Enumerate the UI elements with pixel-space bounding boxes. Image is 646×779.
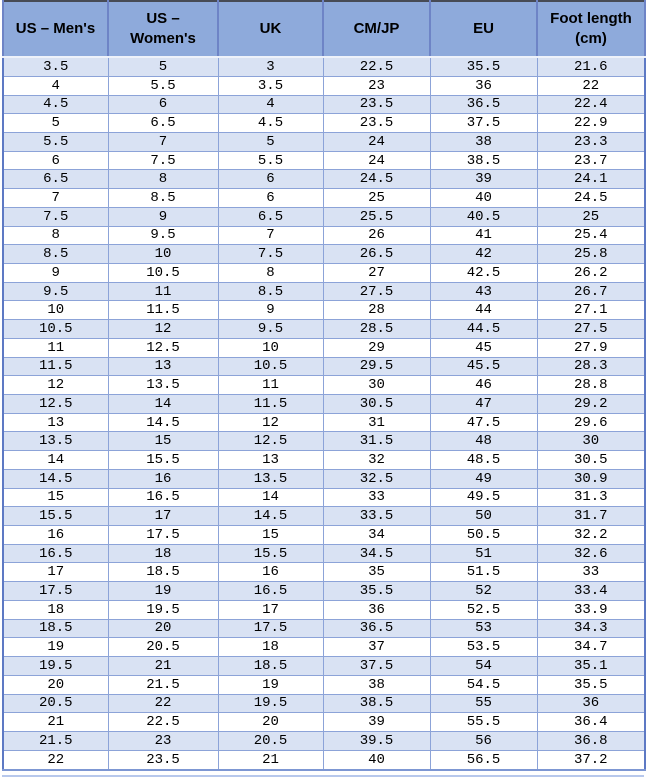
column-header: US – Men's [3,1,108,57]
table-row [3,338,645,357]
table-row [3,507,645,526]
table-row [3,563,645,582]
table-cell: 9 [108,207,218,226]
table-cell: 27.5 [537,320,645,339]
table-cell: 18 [3,600,108,619]
table-cell: 25.4 [537,226,645,245]
table-cell: 8.5 [3,245,108,264]
table-row [3,713,645,732]
table-cell: 37 [323,638,430,657]
table-cell: 48 [430,432,537,451]
table-cell: 12 [218,413,323,432]
table-cell: 16.5 [108,488,218,507]
table-cell: 12.5 [108,338,218,357]
table-cell: 20.5 [3,694,108,713]
table-cell: 55.5 [430,713,537,732]
table-cell: 26.2 [537,263,645,282]
table-cell: 51.5 [430,563,537,582]
table-cell: 10.5 [218,357,323,376]
table-cell: 15 [218,526,323,545]
table-cell: 15.5 [108,451,218,470]
table-cell: 50.5 [430,526,537,545]
table-cell: 30.5 [323,395,430,414]
table-cell: 16 [218,563,323,582]
table-row [3,170,645,189]
table-row [3,207,645,226]
table-cell: 33 [537,563,645,582]
table-cell: 32.2 [537,526,645,545]
table-cell: 16 [3,526,108,545]
column-header: US – Women's [108,1,218,57]
table-row [3,320,645,339]
table-cell: 7 [3,189,108,208]
table-row [3,638,645,657]
table-cell: 27.9 [537,338,645,357]
table-cell: 6.5 [108,114,218,133]
table-cell: 18.5 [3,619,108,638]
table-cell: 39 [430,170,537,189]
table-cell: 32 [323,451,430,470]
table-cell: 7 [218,226,323,245]
table-row [3,544,645,563]
table-row [3,114,645,133]
table-cell: 23.3 [537,132,645,151]
table-row [3,226,645,245]
table-cell: 31 [323,413,430,432]
shoe-size-table [2,0,646,771]
table-cell: 5 [3,114,108,133]
table-cell: 44 [430,301,537,320]
table-cell: 20 [218,713,323,732]
table-cell: 13.5 [218,469,323,488]
table-cell: 22.5 [108,713,218,732]
table-cell: 16.5 [3,544,108,563]
table-cell: 42.5 [430,263,537,282]
table-cell: 5 [218,132,323,151]
table-cell: 36.4 [537,713,645,732]
table-cell: 21 [218,750,323,770]
table-cell: 34 [323,526,430,545]
table-cell: 34.3 [537,619,645,638]
table-cell: 39 [323,713,430,732]
table-cell: 25.5 [323,207,430,226]
table-row [3,376,645,395]
table-cell: 19.5 [108,600,218,619]
table-row [3,582,645,601]
table-row [3,750,645,770]
table-cell: 29 [323,338,430,357]
table-cell: 10.5 [108,263,218,282]
table-cell: 22 [537,76,645,95]
table-row [3,731,645,750]
table-cell: 41 [430,226,537,245]
table-cell: 18 [218,638,323,657]
table-row [3,189,645,208]
table-cell: 16.5 [218,582,323,601]
table-cell: 7.5 [108,151,218,170]
table-cell: 35.1 [537,657,645,676]
column-header: EU [430,1,537,57]
table-cell: 23 [323,76,430,95]
table-cell: 38.5 [430,151,537,170]
table-cell: 20.5 [218,731,323,750]
table-cell: 20 [108,619,218,638]
table-cell: 31.7 [537,507,645,526]
table-cell: 36.5 [430,95,537,114]
table-cell: 30 [537,432,645,451]
table-cell: 14 [218,488,323,507]
table-cell: 42 [430,245,537,264]
table-cell: 8 [3,226,108,245]
table-cell: 36 [430,76,537,95]
next-row-sliver [2,775,644,777]
table-cell: 4.5 [3,95,108,114]
table-row [3,526,645,545]
table-cell: 35 [323,563,430,582]
table-cell: 29.2 [537,395,645,414]
table-cell: 39.5 [323,731,430,750]
table-cell: 22.9 [537,114,645,133]
table-cell: 9 [218,301,323,320]
table-cell: 10 [218,338,323,357]
table-cell: 9.5 [3,282,108,301]
table-cell: 26 [323,226,430,245]
table-row [3,432,645,451]
table-row [3,619,645,638]
table-cell: 21.5 [3,731,108,750]
table-cell: 15.5 [218,544,323,563]
table-cell: 53.5 [430,638,537,657]
table-cell: 32.5 [323,469,430,488]
header-row [3,1,645,57]
table-cell: 23.5 [323,114,430,133]
table-cell: 35.5 [323,582,430,601]
table-cell: 40.5 [430,207,537,226]
table-cell: 17 [3,563,108,582]
table-cell: 56 [430,731,537,750]
table-cell: 23.7 [537,151,645,170]
table-cell: 17 [108,507,218,526]
table-cell: 55 [430,694,537,713]
table-row [3,451,645,470]
table-cell: 51 [430,544,537,563]
table-cell: 36.5 [323,619,430,638]
table-cell: 24.5 [537,189,645,208]
table-cell: 13 [108,357,218,376]
table-cell: 36.8 [537,731,645,750]
table-cell: 10 [108,245,218,264]
table-cell: 19 [108,582,218,601]
table-cell: 5.5 [3,132,108,151]
table-row [3,600,645,619]
table-body [3,57,645,770]
table-cell: 40 [323,750,430,770]
table-cell: 40 [430,189,537,208]
table-cell: 6 [108,95,218,114]
table-cell: 20 [3,675,108,694]
table-cell: 7.5 [3,207,108,226]
table-cell: 3.5 [218,76,323,95]
table-cell: 22.5 [323,57,430,76]
table-cell: 31.5 [323,432,430,451]
table-cell: 7.5 [218,245,323,264]
table-cell: 7 [108,132,218,151]
table-cell: 33 [323,488,430,507]
table-cell: 53 [430,619,537,638]
table-cell: 24 [323,132,430,151]
table-cell: 10.5 [3,320,108,339]
table-row [3,488,645,507]
table-cell: 30.5 [537,451,645,470]
table-row [3,132,645,151]
table-cell: 32.6 [537,544,645,563]
table-cell: 24.1 [537,170,645,189]
table-cell: 21 [3,713,108,732]
table-row [3,57,645,76]
table-cell: 8 [108,170,218,189]
table-cell: 9.5 [108,226,218,245]
table-row [3,357,645,376]
table-cell: 15.5 [3,507,108,526]
table-cell: 37.2 [537,750,645,770]
table-row [3,657,645,676]
table-cell: 47.5 [430,413,537,432]
table-cell: 24.5 [323,170,430,189]
table-cell: 23 [108,731,218,750]
table-cell: 11 [218,376,323,395]
table-cell: 27.1 [537,301,645,320]
table-cell: 25.8 [537,245,645,264]
table-cell: 11.5 [108,301,218,320]
table-row [3,245,645,264]
table-cell: 15 [108,432,218,451]
table-cell: 29.6 [537,413,645,432]
table-cell: 17 [218,600,323,619]
table-cell: 30.9 [537,469,645,488]
table-cell: 17.5 [3,582,108,601]
table-cell: 28.5 [323,320,430,339]
table-cell: 4 [218,95,323,114]
table-cell: 52 [430,582,537,601]
table-cell: 12 [108,320,218,339]
table-cell: 38 [430,132,537,151]
column-header: CM/JP [323,1,430,57]
table-cell: 34.7 [537,638,645,657]
table-cell: 27.5 [323,282,430,301]
table-cell: 22 [3,750,108,770]
table-cell: 18 [108,544,218,563]
table-cell: 23.5 [108,750,218,770]
table-cell: 8 [218,263,323,282]
table-cell: 21.5 [108,675,218,694]
table-cell: 37.5 [430,114,537,133]
table-row [3,282,645,301]
table-cell: 19 [3,638,108,657]
table-cell: 4.5 [218,114,323,133]
table-cell: 37.5 [323,657,430,676]
table-cell: 17.5 [108,526,218,545]
table-cell: 33.5 [323,507,430,526]
table-cell: 50 [430,507,537,526]
table-cell: 8.5 [108,189,218,208]
table-header [3,1,645,57]
table-cell: 38.5 [323,694,430,713]
table-cell: 14 [108,395,218,414]
table-cell: 11 [108,282,218,301]
table-row [3,151,645,170]
table-cell: 5 [108,57,218,76]
table-cell: 28.8 [537,376,645,395]
table-cell: 45.5 [430,357,537,376]
table-cell: 11 [3,338,108,357]
table-cell: 12.5 [218,432,323,451]
table-cell: 28 [323,301,430,320]
table-cell: 45 [430,338,537,357]
table-cell: 5.5 [108,76,218,95]
table-cell: 34.5 [323,544,430,563]
table-cell: 43 [430,282,537,301]
table-cell: 25 [323,189,430,208]
table-row [3,675,645,694]
table-cell: 15 [3,488,108,507]
table-cell: 12 [3,376,108,395]
table-cell: 11.5 [3,357,108,376]
table-cell: 6.5 [218,207,323,226]
table-cell: 13.5 [108,376,218,395]
table-cell: 19.5 [218,694,323,713]
table-cell: 54.5 [430,675,537,694]
table-cell: 31.3 [537,488,645,507]
table-cell: 14.5 [3,469,108,488]
table-row [3,263,645,282]
column-header: Foot length (cm) [537,1,645,57]
table-row [3,469,645,488]
table-cell: 56.5 [430,750,537,770]
table-cell: 47 [430,395,537,414]
table-cell: 17.5 [218,619,323,638]
table-cell: 6 [3,151,108,170]
table-cell: 30 [323,376,430,395]
table-cell: 6.5 [3,170,108,189]
table-cell: 44.5 [430,320,537,339]
table-cell: 29.5 [323,357,430,376]
table-cell: 48.5 [430,451,537,470]
table-cell: 19.5 [3,657,108,676]
table-cell: 35.5 [430,57,537,76]
table-cell: 4 [3,76,108,95]
table-cell: 36 [537,694,645,713]
table-cell: 11.5 [218,395,323,414]
table-cell: 33.9 [537,600,645,619]
table-cell: 10 [3,301,108,320]
table-cell: 28.3 [537,357,645,376]
table-cell: 36 [323,600,430,619]
table-cell: 18.5 [108,563,218,582]
table-cell: 33.4 [537,582,645,601]
table-cell: 3.5 [3,57,108,76]
table-cell: 38 [323,675,430,694]
table-row [3,413,645,432]
table-row [3,694,645,713]
table-cell: 25 [537,207,645,226]
table-cell: 8.5 [218,282,323,301]
table-cell: 12.5 [3,395,108,414]
table-cell: 19 [218,675,323,694]
table-cell: 23.5 [323,95,430,114]
table-cell: 13.5 [3,432,108,451]
table-cell: 5.5 [218,151,323,170]
column-header: UK [218,1,323,57]
table-cell: 26.5 [323,245,430,264]
table-cell: 22.4 [537,95,645,114]
table-cell: 14.5 [108,413,218,432]
table-cell: 3 [218,57,323,76]
table-cell: 13 [218,451,323,470]
table-row [3,95,645,114]
table-cell: 9.5 [218,320,323,339]
table-cell: 21.6 [537,57,645,76]
table-cell: 46 [430,376,537,395]
table-cell: 22 [108,694,218,713]
table-cell: 35.5 [537,675,645,694]
table-cell: 49.5 [430,488,537,507]
table-cell: 18.5 [218,657,323,676]
table-cell: 6 [218,189,323,208]
table-cell: 21 [108,657,218,676]
table-cell: 24 [323,151,430,170]
table-cell: 14 [3,451,108,470]
table-cell: 9 [3,263,108,282]
table-cell: 49 [430,469,537,488]
table-cell: 27 [323,263,430,282]
table-cell: 20.5 [108,638,218,657]
table-row [3,395,645,414]
table-row [3,301,645,320]
table-cell: 6 [218,170,323,189]
table-cell: 54 [430,657,537,676]
table-row [3,76,645,95]
table-cell: 52.5 [430,600,537,619]
table-cell: 26.7 [537,282,645,301]
table-cell: 16 [108,469,218,488]
table-cell: 13 [3,413,108,432]
table-cell: 14.5 [218,507,323,526]
